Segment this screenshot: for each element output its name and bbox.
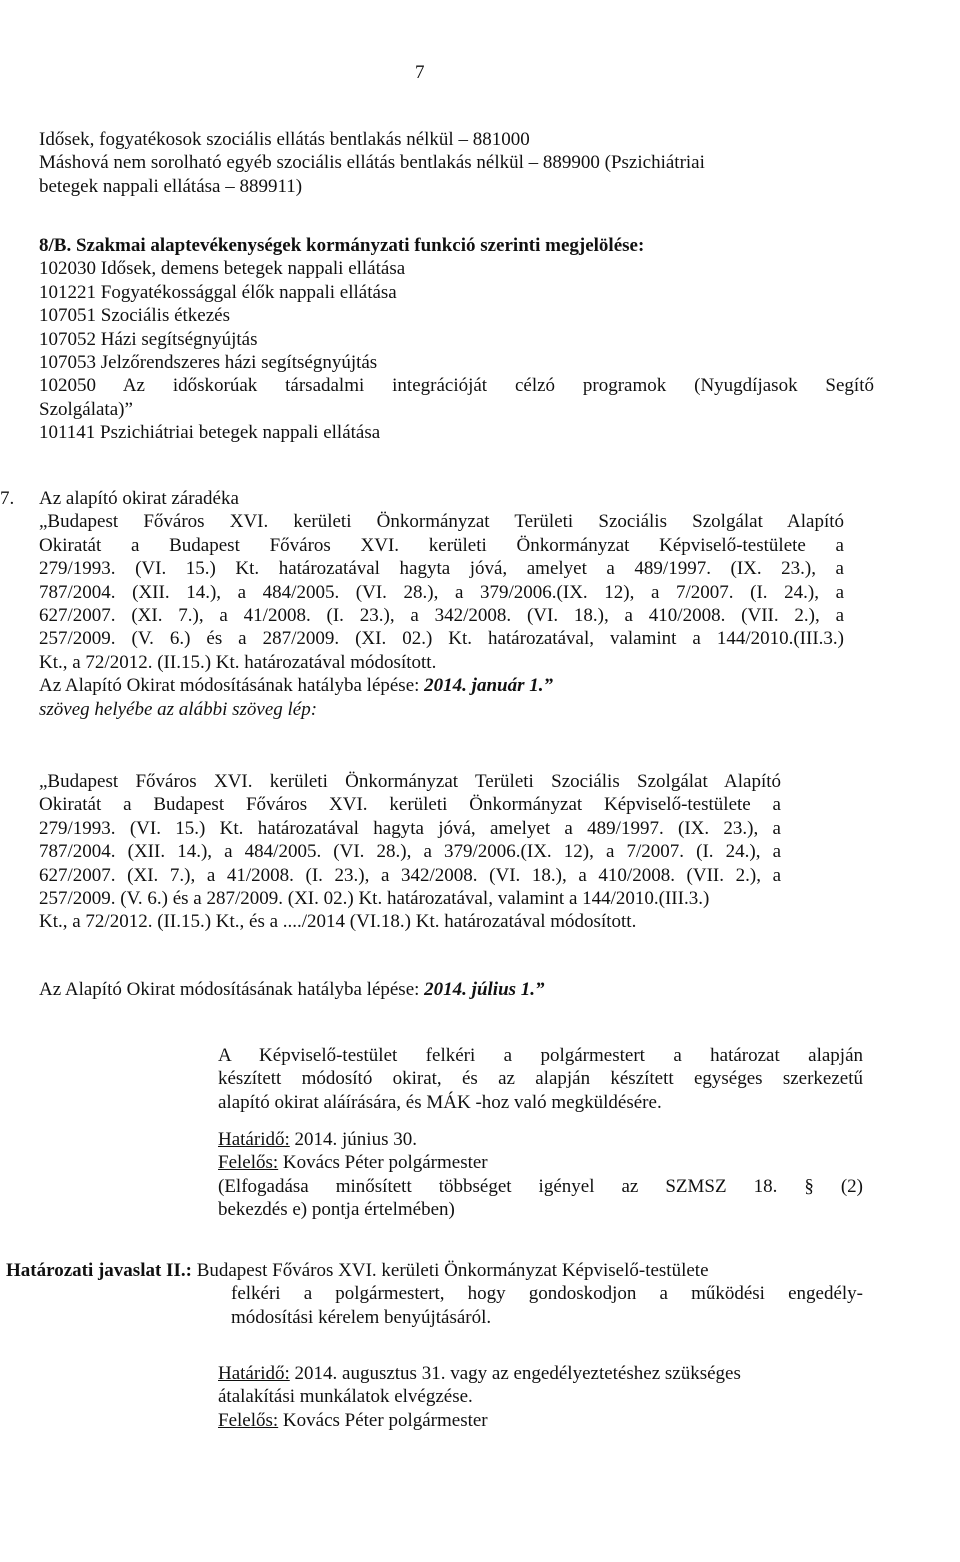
note-line: bekezdés e) pontja értelmében) bbox=[218, 1199, 455, 1221]
function-item: 107052 Házi segítségnyújtás bbox=[39, 328, 258, 350]
old-text-line: 279/1993. (VI. 15.) Kt. határozatával hagyta jóvá, amelyet a 489/1997. (IX. 23.), a bbox=[39, 558, 844, 580]
proposal-responsible-value: Kovács Péter polgármester bbox=[278, 1409, 488, 1431]
proposal-deadline-value: 2014. augusztus 31. vagy az engedélyeztetéshez szükséges bbox=[289, 1363, 741, 1384]
old-text-line: „Budapest Főváros XVI. kerületi Önkormányzat Területi Szociális Szolgálat Alapító bbox=[39, 511, 844, 533]
proposal-responsible-label: Felelős: bbox=[218, 1409, 279, 1431]
request-meta bbox=[218, 1128, 863, 1222]
proposal-deadline-label: Határidő: bbox=[218, 1363, 290, 1384]
old-text-line: 257/2009. (V. 6.) és a 287/2009. (XI. 02.) Kt. határozatával, valamint a 144/2010.(III.3.) bbox=[39, 628, 844, 650]
function-item: 107053 Jelzőrendszeres házi segítségnyújtás bbox=[39, 352, 378, 374]
proposal-ii-line: módosítási kérelem benyújtásáról. bbox=[231, 1306, 492, 1328]
old-text-line: 627/2007. (XI. 7.), a 41/2008. (I. 23.), a 342/2008. (VI. 18.), a 410/2008. (VII. 2.), a bbox=[39, 605, 844, 627]
section-8b-heading: 8/B. Szakmai alaptevékenységek kormányzati funkció szerinti megjelölése: bbox=[39, 235, 645, 256]
new-text-line: Kt., a 72/2012. (II.15.) Kt., és a ..../2014 (VI.18.) Kt. határozatával módosított. bbox=[39, 911, 637, 933]
new-text-line: 279/1993. (VI. 15.) Kt. határozatával hagyta jóvá, amelyet a 489/1997. (IX. 23.), a bbox=[39, 817, 781, 839]
new-effective-date: 2014. július 1. bbox=[424, 979, 536, 1000]
section-7-title: Az alapító okirat záradéka bbox=[39, 488, 239, 509]
section-7 bbox=[0, 487, 919, 721]
old-effective-suffix: ” bbox=[543, 675, 553, 697]
new-effective-suffix: ” bbox=[535, 979, 545, 1000]
new-text-line: „Budapest Főváros XVI. kerületi Önkormányzat Területi Szociális Szolgálat Alapító bbox=[39, 771, 781, 792]
responsible-label: Felelős: bbox=[218, 1152, 279, 1174]
note-line: (Elfogadása minősített többséget igényel az SZMSZ 18. § (2) bbox=[218, 1175, 863, 1197]
section-8b bbox=[39, 234, 919, 445]
old-text-line: Okiratát a Budapest Főváros XVI. kerületi Önkormányzat Képviselő-testülete a bbox=[39, 534, 844, 556]
old-effective-prefix: Az Alapító Okirat módosításának hatályba lépése: bbox=[39, 675, 425, 697]
old-text-line: Kt., a 72/2012. (II.15.) Kt. határozatával módosított. bbox=[39, 651, 437, 673]
deadline-value: 2014. június 30. bbox=[289, 1129, 417, 1150]
proposal-deadline-cont: átalakítási munkálatok elvégzése. bbox=[218, 1386, 473, 1408]
proposal-ii-label: Határozati javaslat II.: bbox=[6, 1260, 192, 1281]
function-item: 101221 Fogyatékossággal élők nappali ellátása bbox=[39, 281, 397, 303]
intro-paragraph bbox=[39, 128, 919, 198]
proposal-ii-line: felkéri a polgármestert, hogy gondoskodjon a működési engedély- bbox=[231, 1283, 863, 1305]
function-item: Szolgálata)” bbox=[39, 398, 133, 420]
replacement-note: szöveg helyébe az alábbi szöveg lép: bbox=[39, 698, 318, 720]
new-text-line: 257/2009. (V. 6.) és a 287/2009. (XI. 02.) Kt. határozatával, valamint a 144/2010.(III.3.) bbox=[39, 888, 710, 910]
function-item: 107051 Szociális étkezés bbox=[39, 305, 231, 327]
deadline-label: Határidő: bbox=[218, 1129, 290, 1150]
old-effective-date: 2014. január 1. bbox=[424, 675, 544, 697]
proposal-ii-first-line: Budapest Főváros XVI. kerületi Önkormányzat Képviselő-testülete bbox=[191, 1260, 709, 1281]
new-text-line: 787/2004. (XII. 14.), a 484/2005. (VI. 28.), a 379/2006.(IX. 12), a 7/2007. (I. 24.), a bbox=[39, 841, 781, 863]
function-item: 102050 Az időskorúak társadalmi integrációját célzó programok (Nyugdíjasok Segítő bbox=[39, 375, 874, 397]
function-item: 102030 Idősek, demens betegek nappali ellátása bbox=[39, 258, 406, 280]
section-7-number: 7. bbox=[0, 488, 15, 509]
request-line: alapító okirat aláírására, és MÁK -hoz való megküldésére. bbox=[218, 1091, 662, 1113]
new-text-line: 627/2007. (XI. 7.), a 41/2008. (I. 23.), a 342/2008. (VI. 18.), a 410/2008. (VII. 2.), a bbox=[39, 864, 781, 886]
new-text-line: Okiratát a Budapest Főváros XVI. kerületi Önkormányzat Képviselő-testülete a bbox=[39, 794, 781, 816]
request-line: készített módosító okirat, és az alapján készített egységes szerkezetű bbox=[218, 1068, 863, 1090]
intro-line: Máshová nem sorolható egyéb szociális ellátás bentlakás nélkül – 889900 (Pszichiátriai bbox=[39, 152, 705, 174]
intro-line: Idősek, fogyatékosok szociális ellátás bentlakás nélkül – 881000 bbox=[39, 129, 530, 150]
intro-line: betegek nappali ellátása – 889911) bbox=[39, 175, 303, 197]
responsible-value: Kovács Péter polgármester bbox=[278, 1152, 488, 1174]
new-effective-line bbox=[39, 978, 919, 1001]
page-number: 7 bbox=[415, 62, 425, 83]
request-paragraph bbox=[218, 1044, 863, 1114]
proposal-ii bbox=[6, 1259, 866, 1329]
proposal-ii-meta bbox=[218, 1362, 863, 1432]
new-text-block bbox=[39, 770, 919, 934]
old-text-line: 787/2004. (XII. 14.), a 484/2005. (VI. 28.), a 379/2006.(IX. 12), a 7/2007. (I. 24.), a bbox=[39, 581, 844, 603]
old-effective-line bbox=[39, 674, 919, 697]
request-line: A Képviselő-testület felkéri a polgármestert a határozat alapján bbox=[218, 1045, 863, 1066]
new-effective-prefix: Az Alapító Okirat módosításának hatályba lépése: bbox=[39, 979, 425, 1000]
function-item: 101141 Pszichiátriai betegek nappali ellátása bbox=[39, 422, 381, 444]
